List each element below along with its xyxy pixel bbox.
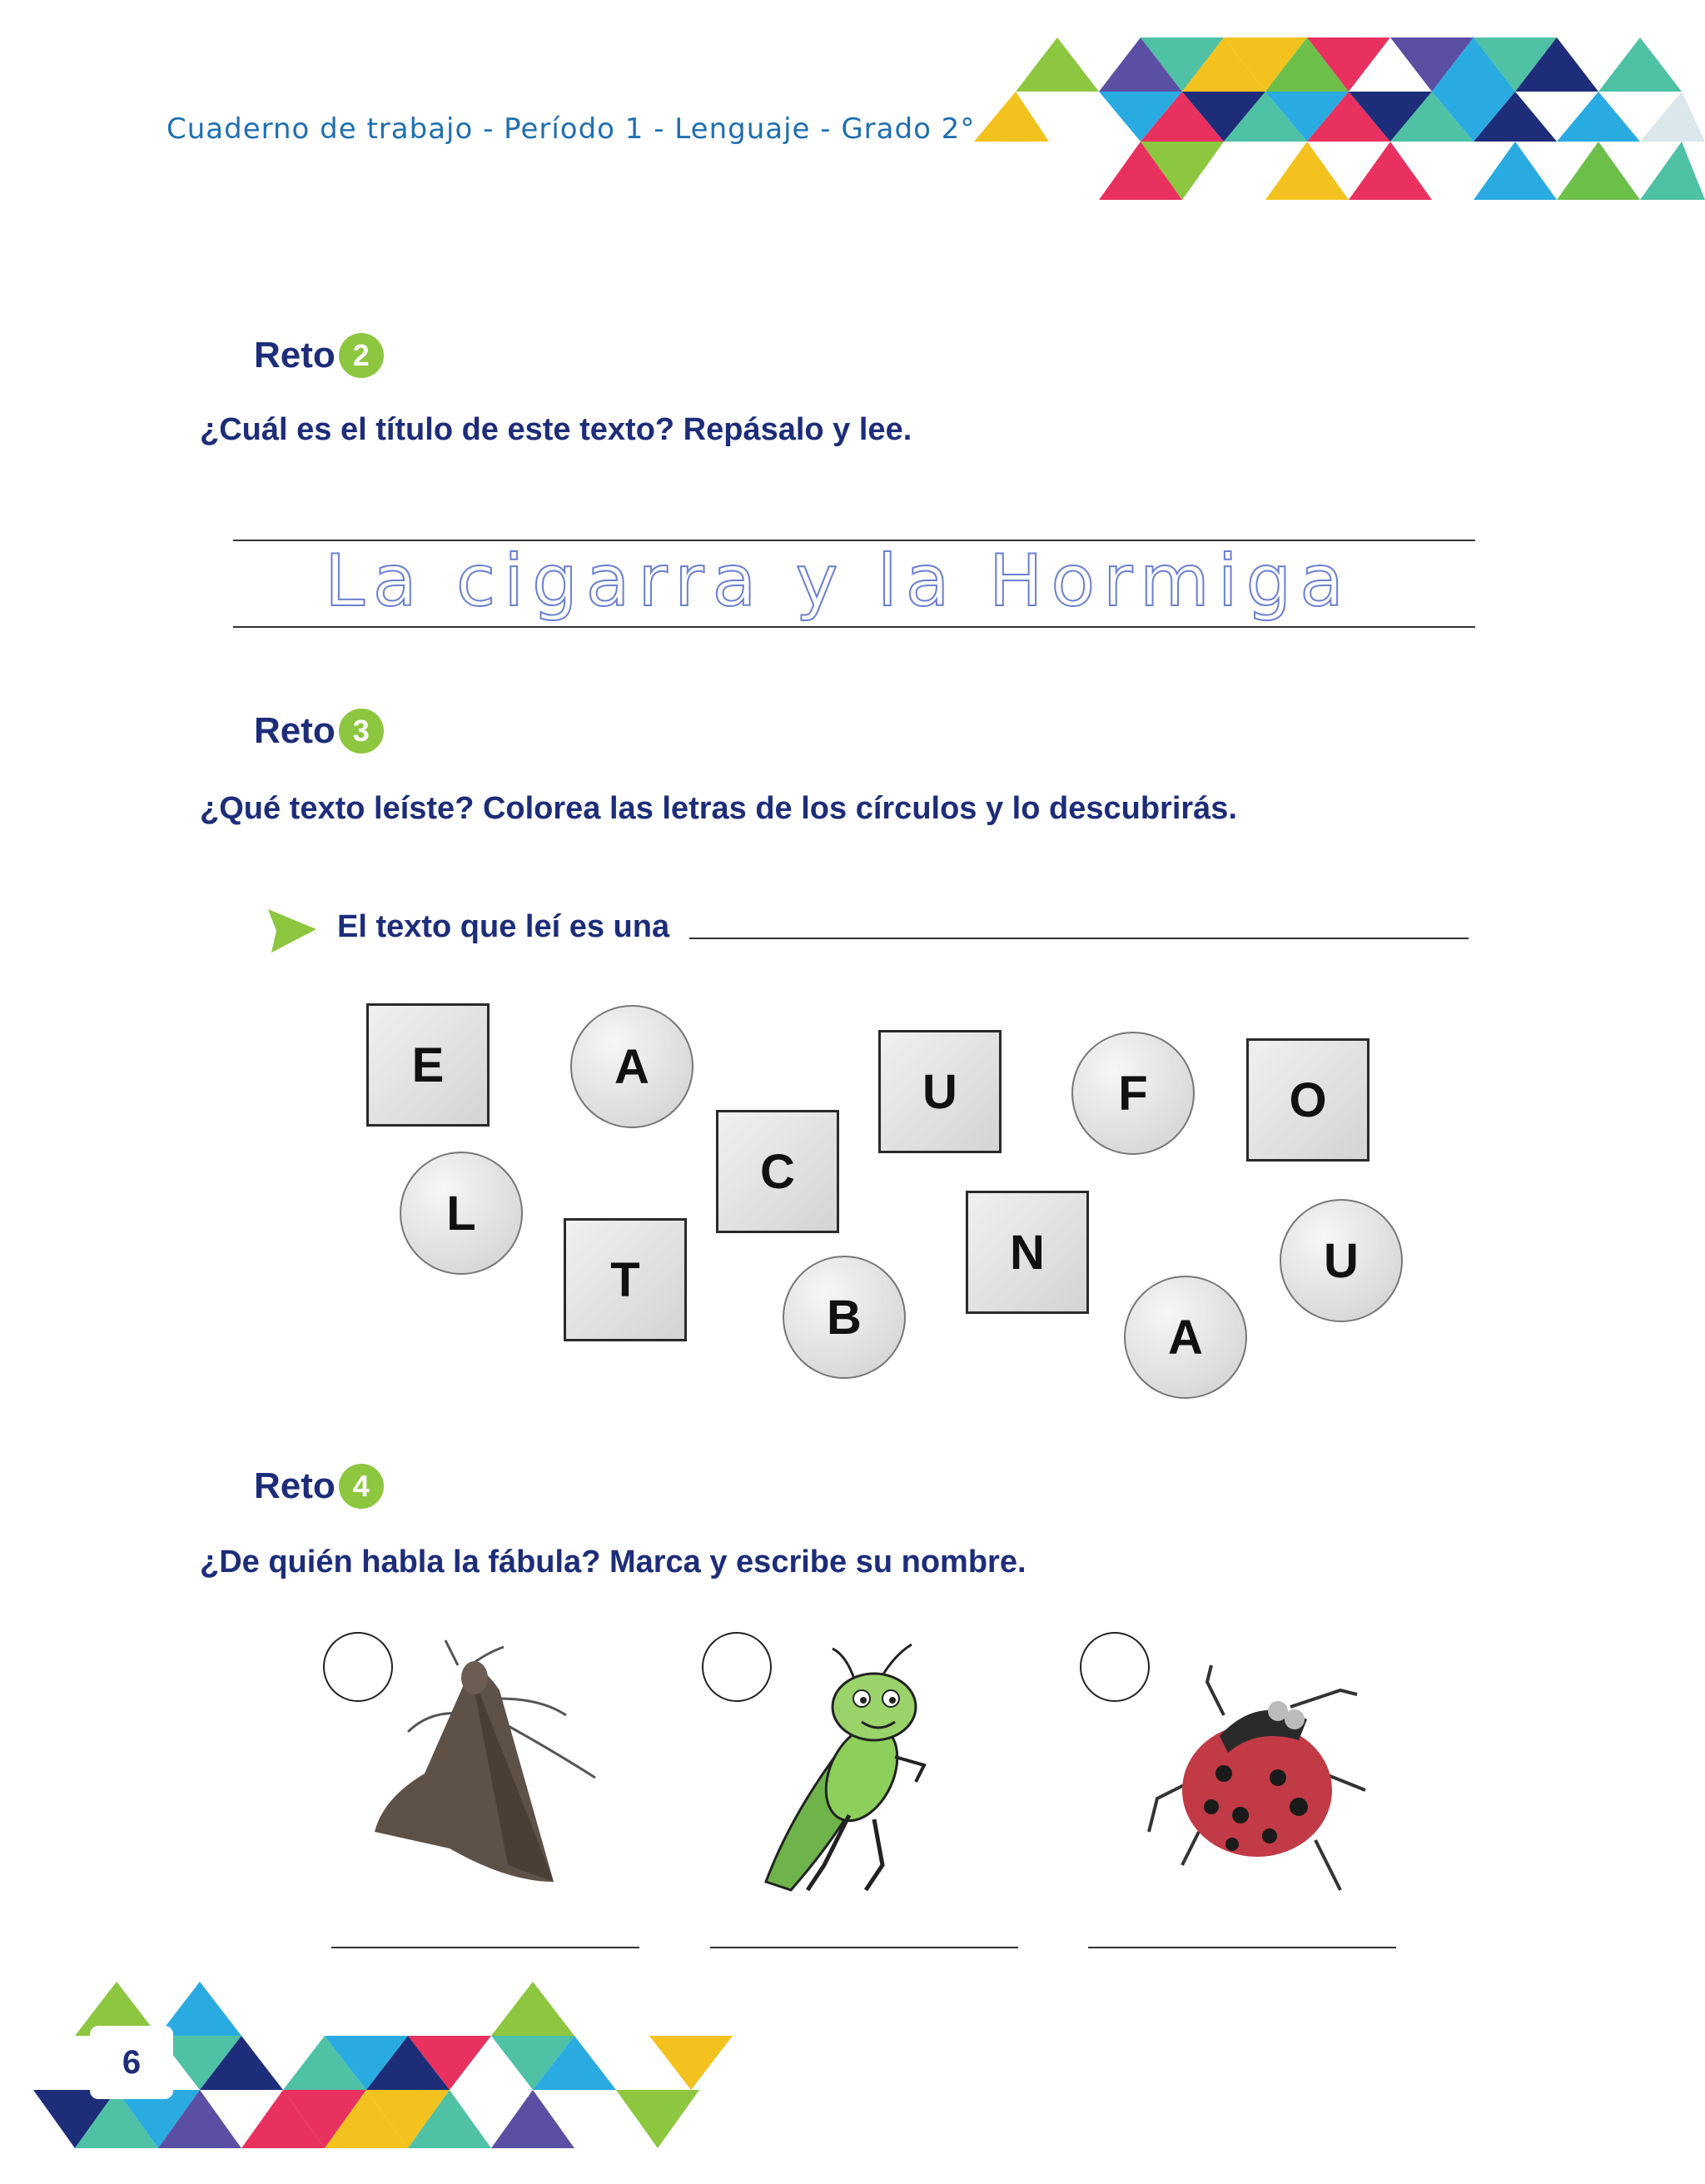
reto-3-prompt: El texto que leí es una bbox=[337, 909, 670, 944]
name-line-1[interactable] bbox=[331, 1947, 639, 1948]
letter-tile-square[interactable]: E bbox=[366, 1003, 490, 1127]
reto-4-question: ¿De quién habla la fábula? Marca y escribe su nombre. bbox=[200, 1545, 1026, 1580]
letter-tile-square[interactable]: O bbox=[1246, 1038, 1369, 1162]
reto-3-question: ¿Qué texto leíste? Colorea las letras de los círculos y lo descubrirás. bbox=[200, 791, 1238, 826]
name-line-2[interactable] bbox=[710, 1947, 1018, 1948]
trace-line-bottom bbox=[233, 626, 1475, 628]
letter-tile-circle[interactable]: F bbox=[1071, 1032, 1195, 1155]
letter-tile-circle[interactable]: A bbox=[1124, 1276, 1247, 1399]
reto-4-label: Reto bbox=[254, 1465, 336, 1506]
reto-2-number: 2 bbox=[339, 333, 384, 378]
letter-tile-square[interactable]: N bbox=[966, 1191, 1089, 1314]
letter-tile-circle[interactable]: B bbox=[783, 1256, 906, 1379]
name-line-3[interactable] bbox=[1088, 1947, 1396, 1948]
header-triangle-decoration bbox=[957, 33, 1705, 208]
ladybug-icon bbox=[1132, 1649, 1382, 1898]
letter-tile-circle[interactable]: L bbox=[400, 1152, 523, 1275]
grasshopper-icon bbox=[758, 1632, 974, 1898]
reto-3-heading bbox=[254, 709, 384, 754]
reto-3-label: Reto bbox=[254, 710, 336, 751]
reto-3-number: 3 bbox=[339, 709, 384, 754]
reto-2-question: ¿Cuál es el título de este texto? Repásalo y lee. bbox=[200, 412, 912, 447]
header-title: Cuaderno de trabajo - Período 1 - Lenguaje - Grado 2° bbox=[167, 112, 976, 146]
reto-4-heading bbox=[254, 1464, 384, 1509]
letter-tile-square[interactable]: C bbox=[716, 1110, 839, 1233]
reto-2-label: Reto bbox=[254, 335, 336, 376]
reto-4-number: 4 bbox=[339, 1464, 384, 1509]
answer-line[interactable] bbox=[689, 938, 1469, 939]
moth-icon bbox=[358, 1632, 624, 1898]
letter-tile-circle[interactable]: U bbox=[1280, 1199, 1403, 1322]
letter-tile-circle[interactable]: A bbox=[570, 1005, 693, 1128]
arrow-bullet-icon bbox=[265, 904, 323, 956]
letter-tile-square[interactable]: U bbox=[878, 1030, 1002, 1153]
page-number: 6 bbox=[90, 2026, 173, 2099]
reto-2-heading bbox=[254, 333, 384, 378]
letter-tile-square[interactable]: T bbox=[564, 1218, 687, 1341]
trace-title-text: La cigarra y la Hormiga bbox=[325, 540, 1352, 623]
